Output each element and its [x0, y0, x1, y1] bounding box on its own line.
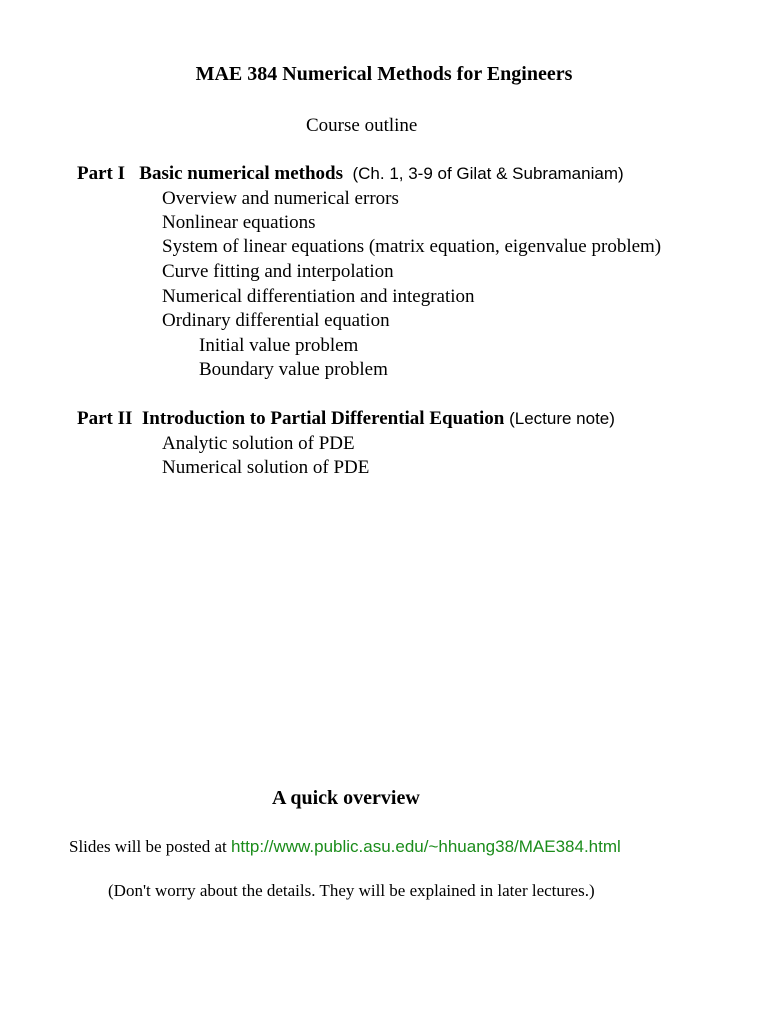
list-item: Overview and numerical errors [162, 188, 399, 209]
page-title: MAE 384 Numerical Methods for Engineers [195, 63, 573, 85]
part2-note: (Lecture note) [509, 409, 615, 428]
list-item: Numerical differentiation and integration [162, 286, 475, 307]
list-subitem: Boundary value problem [199, 359, 388, 380]
part1-title: Basic numerical methods [139, 163, 343, 184]
slides-line [69, 837, 621, 857]
slides-link[interactable]: http://www.public.asu.edu/~hhuang38/MAE384.html [230, 837, 621, 856]
list-item: System of linear equations (matrix equation, eigenvalue problem) [162, 236, 662, 257]
part2-label: Part II [77, 408, 133, 429]
list-item: Nonlinear equations [162, 212, 316, 233]
slides-prefix: Slides will be posted at [69, 837, 227, 856]
list-item: Curve fitting and interpolation [162, 261, 394, 282]
part2-title: Introduction to Partial Differential Equation [141, 408, 505, 429]
page-subtitle: Course outline [306, 115, 418, 136]
part1-note: (Ch. 1, 3-9 of Gilat & Subramaniam) [352, 164, 624, 183]
list-item: Ordinary differential equation [162, 310, 390, 331]
part1-label: Part I [77, 163, 126, 184]
list-item: Analytic solution of PDE [162, 433, 355, 454]
list-item: Numerical solution of PDE [162, 457, 370, 478]
part2-heading [77, 408, 615, 430]
overview-heading: A quick overview [272, 787, 420, 809]
overview-note: (Don't worry about the details. They will be explained in later lectures.) [108, 881, 595, 900]
part1-heading [77, 163, 624, 185]
list-subitem: Initial value problem [199, 335, 359, 356]
